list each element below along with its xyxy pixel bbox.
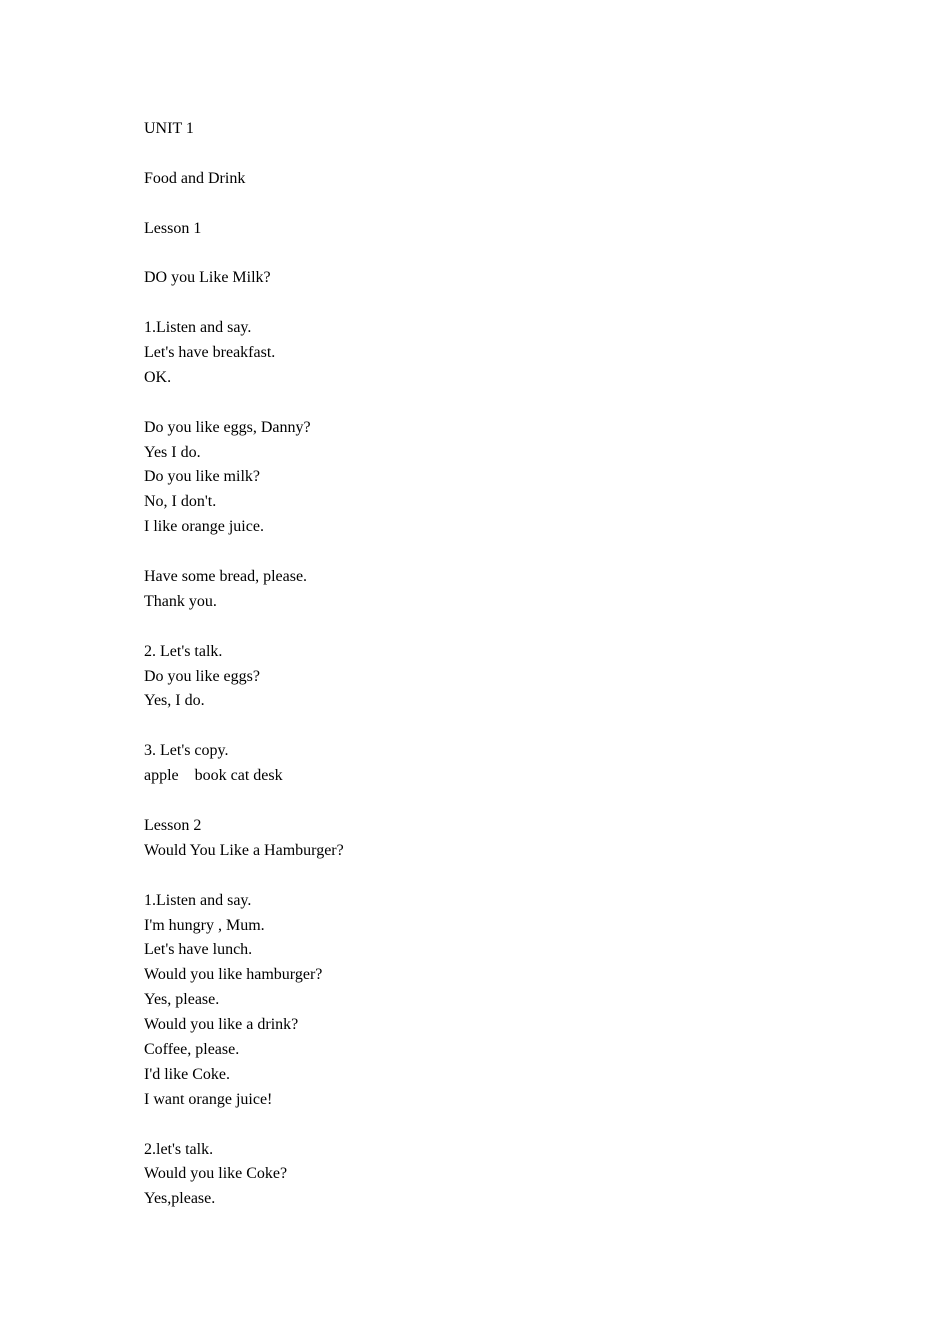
dialog-line: Let's have lunch.: [144, 941, 253, 959]
dialog-line: Yes,please.: [144, 1190, 216, 1208]
blank-line: [144, 540, 844, 565]
blank-line: [144, 1113, 844, 1138]
dialog-line: Coffee, please.: [144, 1040, 240, 1058]
dialog-line: Thank you.: [144, 592, 217, 610]
blank-line: [144, 142, 844, 167]
dialog-line: Do you like eggs?: [144, 667, 260, 685]
blank-line: [144, 241, 844, 266]
lesson2-section2-heading: 2.let's talk.: [144, 1140, 214, 1158]
blank-line: [144, 714, 844, 739]
blank-line: [144, 864, 844, 889]
dialog-line: Do you like eggs, Danny?: [144, 418, 311, 436]
dialog-line: I like orange juice.: [144, 518, 264, 536]
dialog-line: I want orange juice!: [144, 1090, 273, 1108]
blank-line: [144, 291, 844, 316]
dialog-line: Would you like a drink?: [144, 1016, 299, 1034]
dialog-line: Yes, please.: [144, 991, 220, 1009]
dialog-line: Would you like hamburger?: [144, 966, 323, 984]
dialog-line: I'd like Coke.: [144, 1065, 230, 1083]
lesson1-title: DO you Like Milk?: [144, 269, 271, 287]
unit-title: UNIT 1: [144, 120, 194, 137]
dialog-line: Let's have breakfast.: [144, 344, 276, 362]
dialog-line: Yes I do.: [144, 443, 201, 461]
unit-subtitle: Food and Drink: [144, 169, 246, 187]
lesson1-section1-heading: 1.Listen and say.: [144, 319, 252, 337]
lesson2-label: Lesson 2: [144, 816, 202, 834]
document-page: [144, 117, 844, 1212]
dialog-line: Have some bread, please.: [144, 568, 308, 586]
lesson1-label: Lesson 1: [144, 219, 202, 237]
blank-line: [144, 615, 844, 640]
dialog-line: No, I don't.: [144, 493, 217, 511]
blank-line: [144, 789, 844, 814]
lesson1-section3-heading: 3. Let's copy.: [144, 742, 229, 760]
dialog-line: Would you like Coke?: [144, 1165, 288, 1183]
dialog-line: Yes, I do.: [144, 692, 205, 710]
lesson2-title: Would You Like a Hamburger?: [144, 841, 344, 859]
copy-words: apple book cat desk: [144, 767, 283, 785]
lesson2-section1-heading: 1.Listen and say.: [144, 891, 252, 909]
blank-line: [144, 192, 844, 217]
dialog-line: Do you like milk?: [144, 468, 260, 486]
dialog-line: OK.: [144, 368, 172, 386]
lesson1-section2-heading: 2. Let's talk.: [144, 642, 223, 660]
blank-line: [144, 391, 844, 416]
dialog-line: I'm hungry , Mum.: [144, 916, 265, 934]
